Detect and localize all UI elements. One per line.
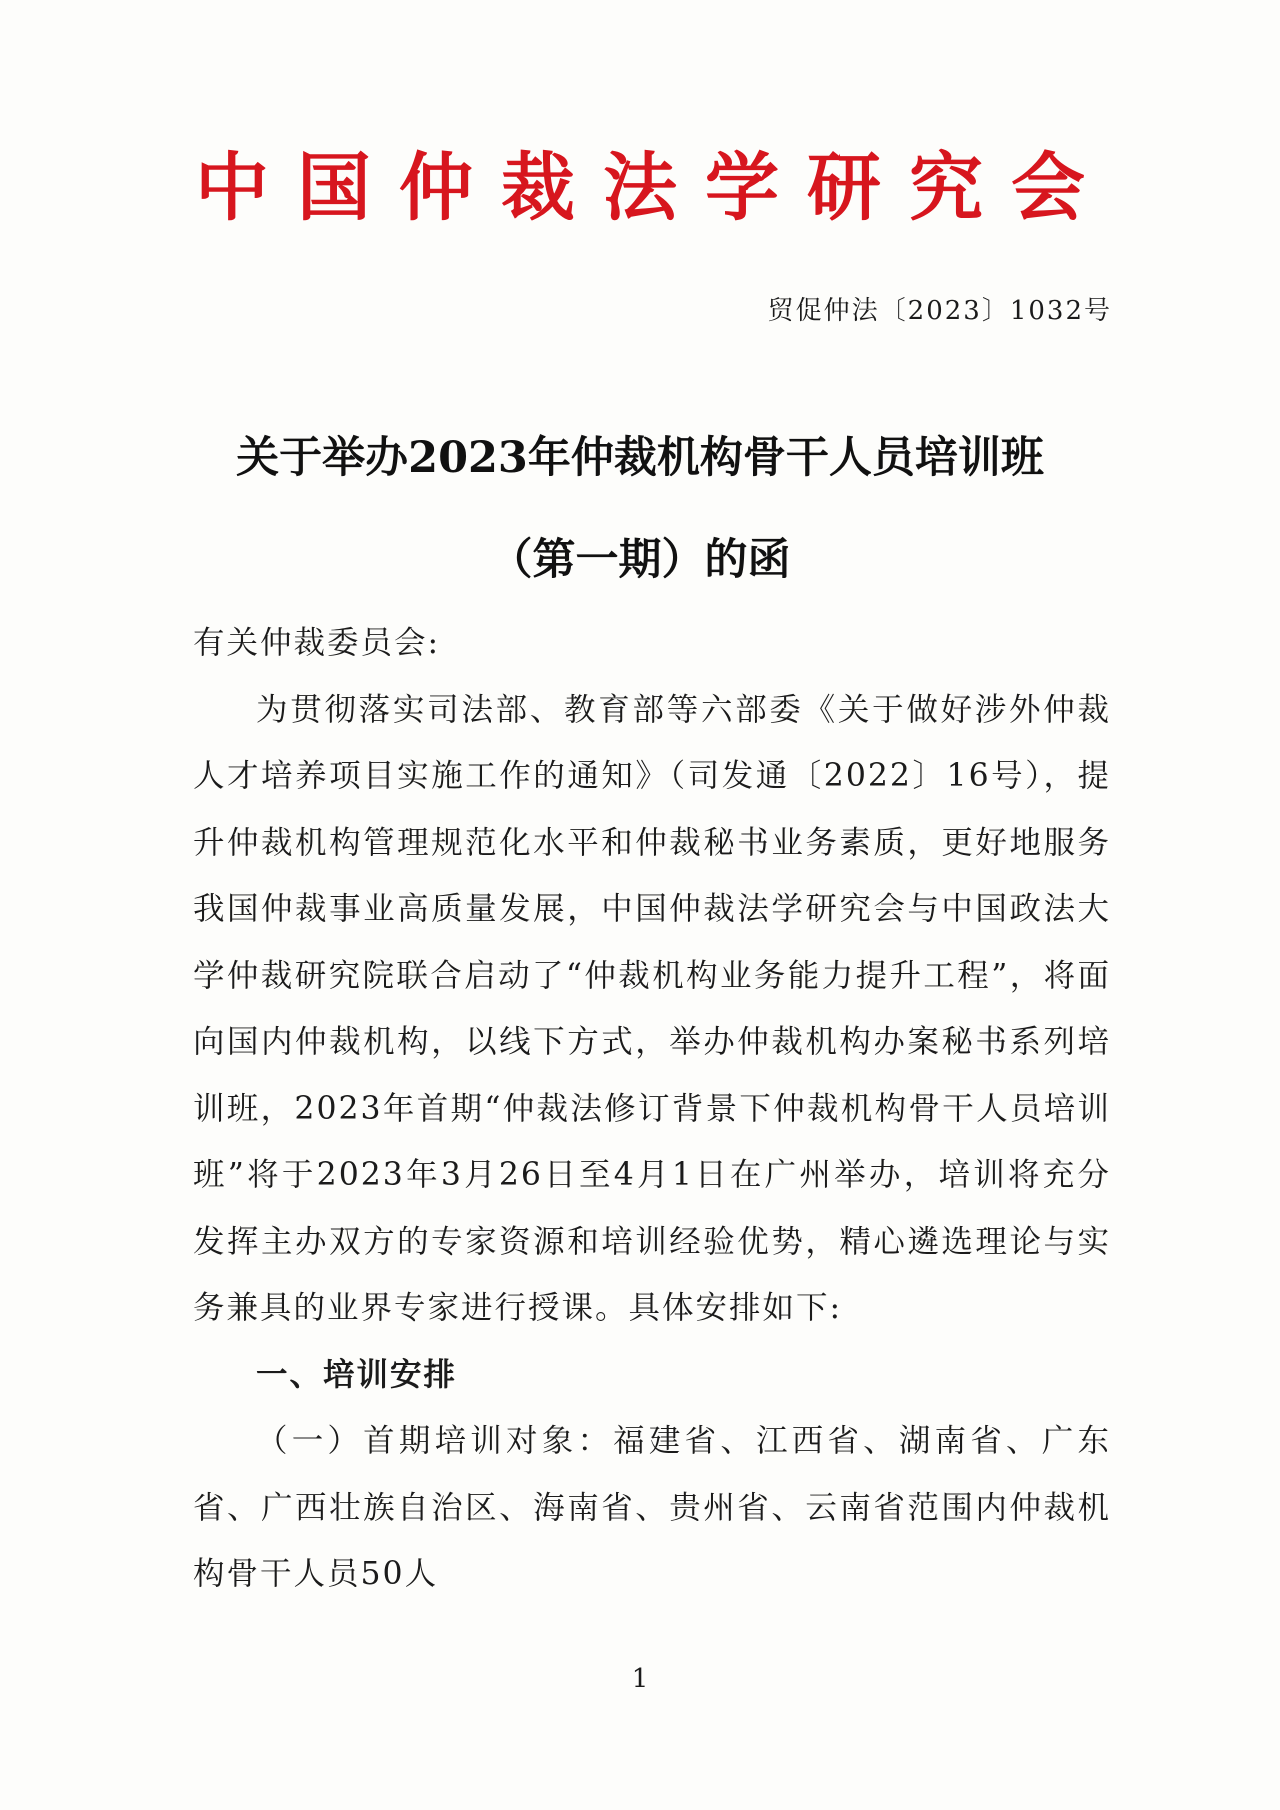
- organization-letterhead: 中国仲裁法学研究会: [195, 145, 1113, 231]
- document-title-line-2: （第一期）的函: [489, 535, 791, 585]
- body-paragraph: 为贯彻落实司法部、教育部等六部委《关于做好涉外仲裁人才培养项目实施工作的通知》（司发通〔2022〕16号），提升仲裁机构管理规范化水平和仲裁秘书业务素质，更好地服务我国仲裁事业高质量发展，中国仲裁法学研究会与中国政法大学仲裁研究院联合启动了“仲裁机构业务能力提升工程”，将面向国内仲裁机构，以线下方式，举办仲裁机构办案秘书系列培训班，2023年首期“仲裁法修订背景下仲裁机构骨干人员培训班”将于2023年3月26日至4月1日在广州举办，培训将充分发挥主办双方的专家资源和培训经验优势，精心遴选理论与实务兼具的业界专家进行授课。具体安排如下:: [193, 691, 1111, 1326]
- document-title-line-1: 关于举办2023年仲裁机构骨干人员培训班: [236, 433, 1044, 483]
- page-number: 1: [631, 1664, 649, 1694]
- salutation: 有关仲裁委员会:: [193, 625, 441, 661]
- section-heading: 一、培训安排: [256, 1355, 458, 1393]
- list-item: （一）首期培训对象：福建省、江西省、湖南省、广东省、广西壮族自治区、海南省、贵州省、云南省范围内仲裁机构骨干人员50人: [193, 1423, 1111, 1592]
- document-number: 贸促仲法〔2023〕1032号: [767, 296, 1112, 326]
- document-body: [193, 610, 1111, 1608]
